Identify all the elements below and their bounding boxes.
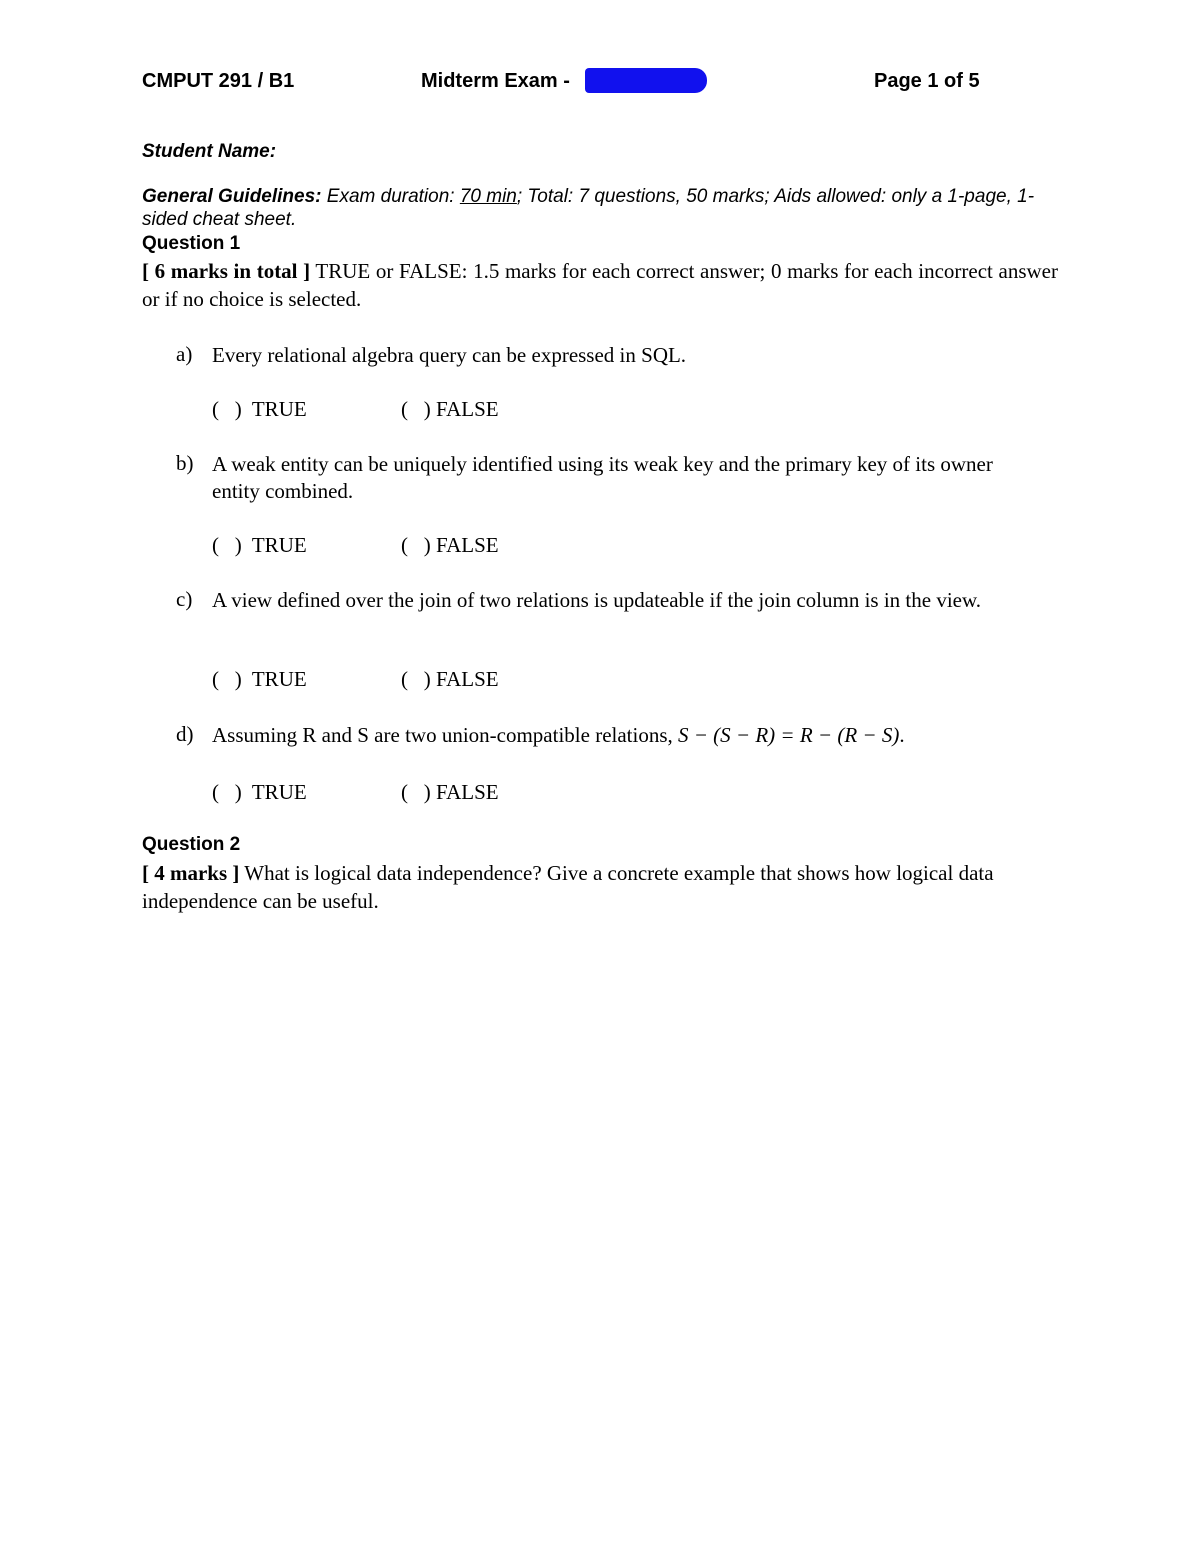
question-1-instructions: TRUE or FALSE: 1.5 marks for each correct answer; 0 marks for each incorrect answer or if no choice is selected. [142, 259, 1058, 311]
guidelines-text-2: ; Total: 7 questions, 50 marks; Aids allowed: only a 1-page, 1-sided cheat sheet. [142, 186, 1035, 230]
item-a-letter: a) [176, 342, 193, 366]
set-difference-formula: S − (S − R) = R − (R − S) [678, 723, 900, 747]
question-2-text: What is logical data independence? Give a concrete example that shows how logical data independence can be useful. [142, 861, 994, 913]
item-a-true-option[interactable]: ( ) TRUE [212, 397, 307, 421]
exam-duration: 70 min [459, 186, 517, 207]
page-number: Page 1 of 5 [874, 70, 980, 92]
item-b-letter: b) [176, 451, 194, 475]
course-code: CMPUT 291 / B1 [142, 70, 295, 92]
item-d-letter: d) [176, 722, 194, 746]
item-c-text: A view defined over the join of two relations is updateable if the join column is in the view. [212, 588, 982, 612]
item-d-true-option[interactable]: ( ) TRUE [212, 780, 307, 804]
item-d-false-option[interactable]: ( ) FALSE [401, 780, 499, 804]
question-2-title: Question 2 [142, 834, 241, 855]
question-2-marks: [ 4 marks ] [142, 861, 240, 885]
question-1-title: Question 1 [142, 233, 241, 254]
item-c-true-option[interactable]: ( ) TRUE [212, 667, 307, 691]
general-guidelines [142, 185, 1062, 231]
item-d-suffix: . [899, 723, 905, 747]
item-d-text [212, 722, 1042, 749]
item-d-statement: Assuming R and S are two union-compatible relations, [212, 723, 679, 747]
exam-title: Midterm Exam - [421, 70, 570, 92]
redaction-mark [585, 68, 707, 93]
question-1-marks: [ 6 marks in total ] [142, 259, 311, 283]
question-2-prompt [142, 859, 1058, 915]
question-1-intro [142, 257, 1058, 313]
item-c-letter: c) [176, 587, 193, 611]
item-c-false-option[interactable]: ( ) FALSE [401, 667, 499, 691]
item-b-true-option[interactable]: ( ) TRUE [212, 533, 307, 557]
item-a-text: Every relational algebra query can be expressed in SQL. [212, 343, 687, 367]
item-b-false-option[interactable]: ( ) FALSE [401, 533, 499, 557]
item-b-text: A weak entity can be uniquely identified using its weak key and the primary key of its owner entity combined. [212, 452, 993, 503]
student-name-label: Student Name: [142, 141, 277, 162]
item-a-false-option[interactable]: ( ) FALSE [401, 397, 499, 421]
guidelines-label: General Guidelines: [142, 186, 322, 207]
guidelines-text-1: Exam duration: [321, 186, 460, 207]
